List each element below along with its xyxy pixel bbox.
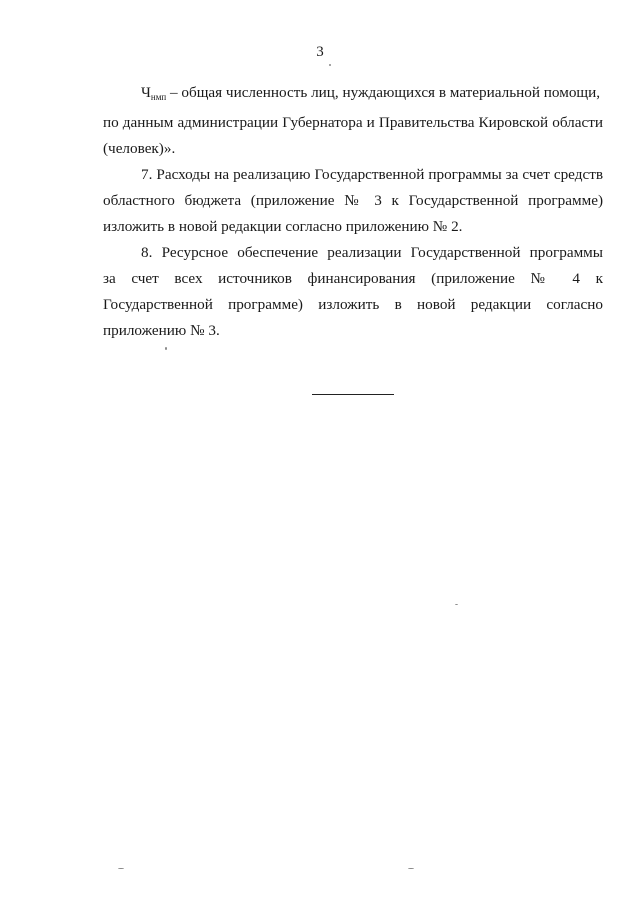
definition-line-2: по данным администрации Губернатора и Правительства Кировской области: [103, 114, 603, 131]
item8-line-4: приложению № 3.: [103, 322, 220, 339]
scan-speck: [408, 868, 414, 869]
definition-line-3: (человек)».: [103, 140, 176, 157]
item8-line-2: за счет всех источников финансирования (приложение № 4 к: [103, 270, 603, 287]
item7-line-2: областного бюджета (приложение № 3 к Государственной программе): [103, 192, 603, 209]
definition-line-1: [103, 80, 603, 110]
scan-speck: [329, 64, 331, 66]
scan-speck: [165, 347, 167, 350]
end-divider: [312, 394, 394, 395]
definition-subscript: нмп: [150, 92, 167, 102]
page-number: 3: [316, 44, 324, 60]
item8-line-1: 8. Ресурсное обеспечение реализации Государственной программы: [141, 244, 603, 261]
item7-line-3: изложить в новой редакции согласно приложению № 2.: [103, 218, 463, 235]
scan-speck: [455, 604, 458, 605]
item7-line-1: 7. Расходы на реализацию Государственной программы за счет средств: [141, 166, 603, 183]
scan-speck: [118, 868, 124, 869]
item8-line-3: Государственной программе) изложить в новой редакции согласно: [103, 296, 603, 313]
definition-text: – общая численность лиц, нуждающихся в материальной помощи,: [166, 84, 601, 101]
definition-symbol: Ч: [141, 84, 151, 101]
definition-paragraph: [103, 80, 603, 110]
document-body: [103, 80, 603, 344]
